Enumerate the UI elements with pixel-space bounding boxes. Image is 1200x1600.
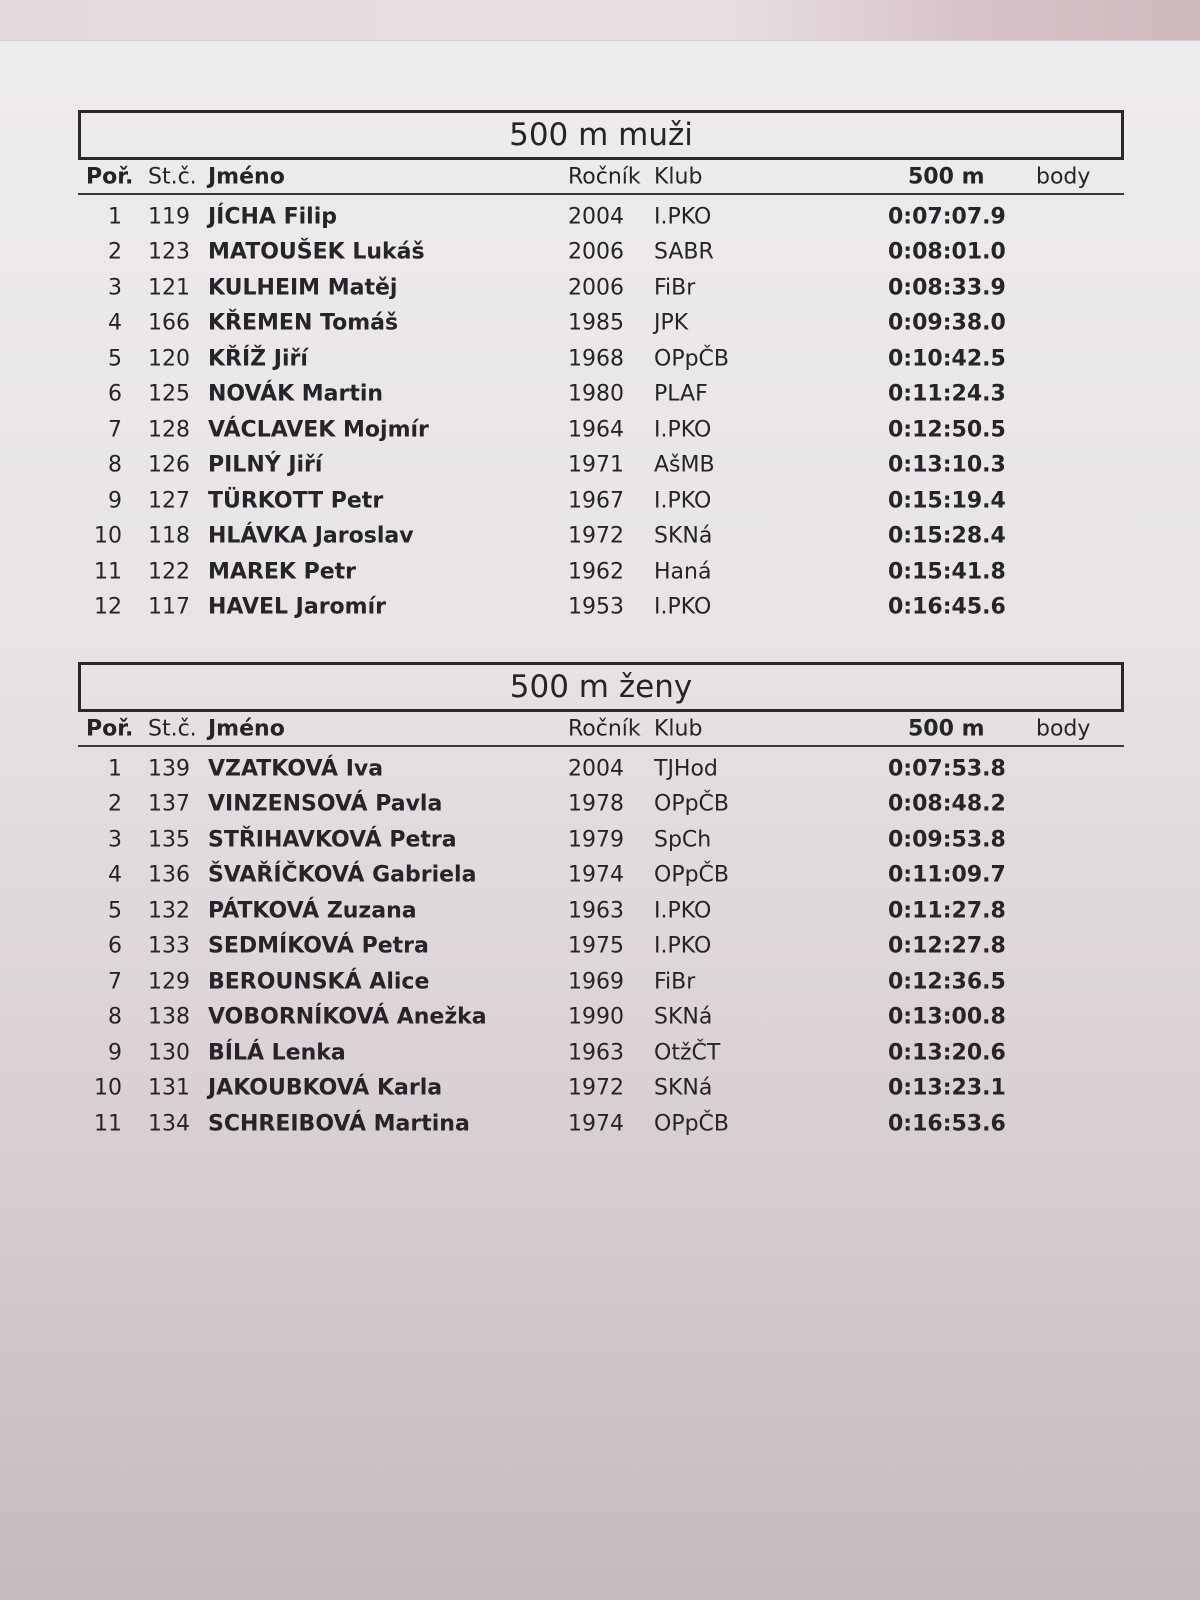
cell-club: SKNá — [654, 523, 713, 549]
cell-year: 1953 — [568, 594, 624, 620]
cell-name: VÁCLAVEK Mojmír — [208, 417, 429, 443]
cell-pos: 10 — [94, 1075, 122, 1101]
header-time: 500 m — [908, 164, 985, 189]
cell-club: I.PKO — [654, 898, 712, 924]
table-header — [78, 160, 1124, 195]
table-row — [78, 1106, 1124, 1142]
cell-pos: 3 — [108, 827, 122, 853]
cell-club: AšMB — [654, 452, 715, 478]
header-name: Jméno — [208, 716, 285, 741]
cell-time: 0:10:42.5 — [888, 346, 1006, 372]
cell-club: SABR — [654, 239, 714, 265]
cell-pos: 8 — [108, 1004, 122, 1030]
header-points: body — [1036, 716, 1091, 741]
cell-name: MAREK Petr — [208, 559, 357, 585]
cell-pos: 2 — [108, 239, 122, 265]
cell-club: TJHod — [654, 756, 718, 782]
cell-year: 1979 — [568, 827, 624, 853]
header-points: body — [1036, 164, 1091, 189]
cell-pos: 7 — [108, 969, 122, 995]
cell-name: MATOUŠEK Lukáš — [208, 239, 425, 265]
header-stc: St.č. — [148, 716, 197, 741]
cell-name: BÍLÁ Lenka — [208, 1040, 346, 1066]
cell-time: 0:07:53.8 — [888, 756, 1006, 782]
cell-year: 1972 — [568, 523, 624, 549]
cell-stc: 132 — [148, 898, 190, 924]
cell-year: 2006 — [568, 239, 624, 265]
cell-time: 0:13:10.3 — [888, 452, 1006, 478]
cell-club: FiBr — [654, 275, 696, 301]
cell-club: SKNá — [654, 1004, 713, 1030]
cell-year: 1962 — [568, 559, 624, 585]
cell-club: I.PKO — [654, 933, 712, 959]
cell-stc: 120 — [148, 346, 190, 372]
cell-club: SpCh — [654, 827, 712, 853]
cell-time: 0:12:50.5 — [888, 417, 1006, 443]
table-row — [78, 1000, 1124, 1036]
cell-club: I.PKO — [654, 488, 712, 514]
header-year: Ročník — [568, 716, 641, 741]
cell-time: 0:07:07.9 — [888, 204, 1006, 230]
cell-time: 0:12:27.8 — [888, 933, 1006, 959]
cell-stc: 122 — [148, 559, 190, 585]
table-row — [78, 235, 1124, 271]
cell-stc: 119 — [148, 204, 190, 230]
table-row — [78, 448, 1124, 484]
table-row — [78, 199, 1124, 235]
table-row — [78, 929, 1124, 965]
cell-pos: 6 — [108, 381, 122, 407]
cell-year: 1963 — [568, 1040, 624, 1066]
cell-pos: 4 — [108, 310, 122, 336]
cell-year: 2004 — [568, 756, 624, 782]
table-row — [78, 822, 1124, 858]
cell-name: VOBORNÍKOVÁ Anežka — [208, 1004, 487, 1030]
cell-club: I.PKO — [654, 204, 712, 230]
cell-pos: 7 — [108, 417, 122, 443]
table-row — [78, 1035, 1124, 1071]
cell-pos: 11 — [94, 1111, 122, 1137]
cell-time: 0:12:36.5 — [888, 969, 1006, 995]
cell-year: 1975 — [568, 933, 624, 959]
cell-year: 2004 — [568, 204, 624, 230]
header-club: Klub — [654, 716, 703, 741]
cell-name: ŠVAŘÍČKOVÁ Gabriela — [208, 862, 477, 888]
cell-year: 1990 — [568, 1004, 624, 1030]
cell-name: STŘIHAVKOVÁ Petra — [208, 827, 457, 853]
cell-time: 0:16:45.6 — [888, 594, 1006, 620]
cell-time: 0:11:09.7 — [888, 862, 1006, 888]
cell-time: 0:15:28.4 — [888, 523, 1006, 549]
table-row — [78, 270, 1124, 306]
table-row — [78, 1071, 1124, 1107]
cell-name: VZATKOVÁ Iva — [208, 756, 384, 782]
cell-name: HLÁVKA Jaroslav — [208, 523, 414, 549]
section-women-500m — [78, 662, 1124, 1142]
cell-name: JAKOUBKOVÁ Karla — [208, 1075, 443, 1101]
cell-time: 0:11:27.8 — [888, 898, 1006, 924]
table-row — [78, 483, 1124, 519]
header-name: Jméno — [208, 164, 285, 189]
header-pos: Poř. — [86, 164, 134, 189]
cell-time: 0:13:00.8 — [888, 1004, 1006, 1030]
cell-club: OPpČB — [654, 862, 730, 888]
table-row — [78, 306, 1124, 342]
header-time: 500 m — [908, 716, 985, 741]
cell-pos: 3 — [108, 275, 122, 301]
cell-stc: 128 — [148, 417, 190, 443]
cell-stc: 126 — [148, 452, 190, 478]
table-row — [78, 858, 1124, 894]
cell-name: NOVÁK Martin — [208, 381, 384, 407]
background-strip — [0, 0, 1200, 41]
cell-club: FiBr — [654, 969, 696, 995]
cell-stc: 137 — [148, 791, 190, 817]
cell-name: PÁTKOVÁ Zuzana — [208, 898, 417, 924]
cell-name: VINZENSOVÁ Pavla — [208, 791, 443, 817]
cell-stc: 129 — [148, 969, 190, 995]
cell-year: 1980 — [568, 381, 624, 407]
cell-time: 0:15:19.4 — [888, 488, 1006, 514]
cell-club: PLAF — [654, 381, 708, 407]
cell-time: 0:16:53.6 — [888, 1111, 1006, 1137]
table-body — [78, 751, 1124, 1142]
cell-time: 0:13:20.6 — [888, 1040, 1006, 1066]
cell-stc: 139 — [148, 756, 190, 782]
cell-year: 1974 — [568, 1111, 624, 1137]
cell-pos: 5 — [108, 346, 122, 372]
cell-stc: 127 — [148, 488, 190, 514]
cell-club: OPpČB — [654, 791, 730, 817]
cell-year: 1971 — [568, 452, 624, 478]
cell-pos: 4 — [108, 862, 122, 888]
cell-stc: 166 — [148, 310, 190, 336]
table-header — [78, 712, 1124, 747]
cell-stc: 117 — [148, 594, 190, 620]
cell-name: PILNÝ Jiří — [208, 452, 323, 478]
cell-time: 0:09:53.8 — [888, 827, 1006, 853]
cell-club: I.PKO — [654, 594, 712, 620]
cell-stc: 135 — [148, 827, 190, 853]
cell-time: 0:09:38.0 — [888, 310, 1006, 336]
cell-time: 0:08:48.2 — [888, 791, 1006, 817]
cell-pos: 9 — [108, 488, 122, 514]
table-row — [78, 893, 1124, 929]
cell-club: SKNá — [654, 1075, 713, 1101]
cell-stc: 131 — [148, 1075, 190, 1101]
cell-name: HAVEL Jaromír — [208, 594, 386, 620]
cell-time: 0:11:24.3 — [888, 381, 1006, 407]
cell-pos: 9 — [108, 1040, 122, 1066]
table-row — [78, 751, 1124, 787]
cell-stc: 118 — [148, 523, 190, 549]
section-title: 500 m ženy — [78, 662, 1124, 712]
cell-club: OPpČB — [654, 1111, 730, 1137]
cell-stc: 125 — [148, 381, 190, 407]
cell-stc: 133 — [148, 933, 190, 959]
cell-stc: 130 — [148, 1040, 190, 1066]
cell-year: 1978 — [568, 791, 624, 817]
cell-year: 1972 — [568, 1075, 624, 1101]
cell-pos: 12 — [94, 594, 122, 620]
cell-name: SEDMÍKOVÁ Petra — [208, 933, 429, 959]
cell-pos: 10 — [94, 523, 122, 549]
cell-name: BEROUNSKÁ Alice — [208, 969, 430, 995]
table-row — [78, 412, 1124, 448]
cell-pos: 1 — [108, 204, 122, 230]
section-men-500m — [78, 110, 1124, 625]
table-row — [78, 377, 1124, 413]
table-row — [78, 519, 1124, 555]
cell-stc: 136 — [148, 862, 190, 888]
cell-name: JÍCHA Filip — [208, 204, 338, 230]
cell-club: Haná — [654, 559, 712, 585]
cell-pos: 6 — [108, 933, 122, 959]
cell-club: JPK — [654, 310, 689, 336]
table-row — [78, 590, 1124, 626]
cell-time: 0:15:41.8 — [888, 559, 1006, 585]
table-row — [78, 341, 1124, 377]
header-year: Ročník — [568, 164, 641, 189]
cell-year: 2006 — [568, 275, 624, 301]
cell-club: OtžČT — [654, 1040, 721, 1066]
table-body — [78, 199, 1124, 625]
cell-year: 1968 — [568, 346, 624, 372]
cell-name: KŘÍŽ Jiří — [208, 346, 308, 372]
header-pos: Poř. — [86, 716, 134, 741]
table-row — [78, 964, 1124, 1000]
cell-name: SCHREIBOVÁ Martina — [208, 1111, 470, 1137]
cell-year: 1985 — [568, 310, 624, 336]
header-stc: St.č. — [148, 164, 197, 189]
cell-year: 1974 — [568, 862, 624, 888]
cell-pos: 5 — [108, 898, 122, 924]
cell-stc: 134 — [148, 1111, 190, 1137]
cell-stc: 123 — [148, 239, 190, 265]
table-row — [78, 554, 1124, 590]
cell-name: KŘEMEN Tomáš — [208, 310, 399, 336]
cell-stc: 121 — [148, 275, 190, 301]
cell-year: 1964 — [568, 417, 624, 443]
cell-club: OPpČB — [654, 346, 730, 372]
cell-pos: 2 — [108, 791, 122, 817]
cell-time: 0:13:23.1 — [888, 1075, 1006, 1101]
cell-time: 0:08:33.9 — [888, 275, 1006, 301]
cell-time: 0:08:01.0 — [888, 239, 1006, 265]
cell-name: TÜRKOTT Petr — [208, 488, 384, 514]
table-row — [78, 787, 1124, 823]
cell-stc: 138 — [148, 1004, 190, 1030]
header-club: Klub — [654, 164, 703, 189]
section-title: 500 m muži — [78, 110, 1124, 160]
cell-year: 1967 — [568, 488, 624, 514]
cell-name: KULHEIM Matěj — [208, 275, 398, 301]
cell-pos: 1 — [108, 756, 122, 782]
cell-year: 1963 — [568, 898, 624, 924]
cell-club: I.PKO — [654, 417, 712, 443]
cell-year: 1969 — [568, 969, 624, 995]
cell-pos: 8 — [108, 452, 122, 478]
cell-pos: 11 — [94, 559, 122, 585]
